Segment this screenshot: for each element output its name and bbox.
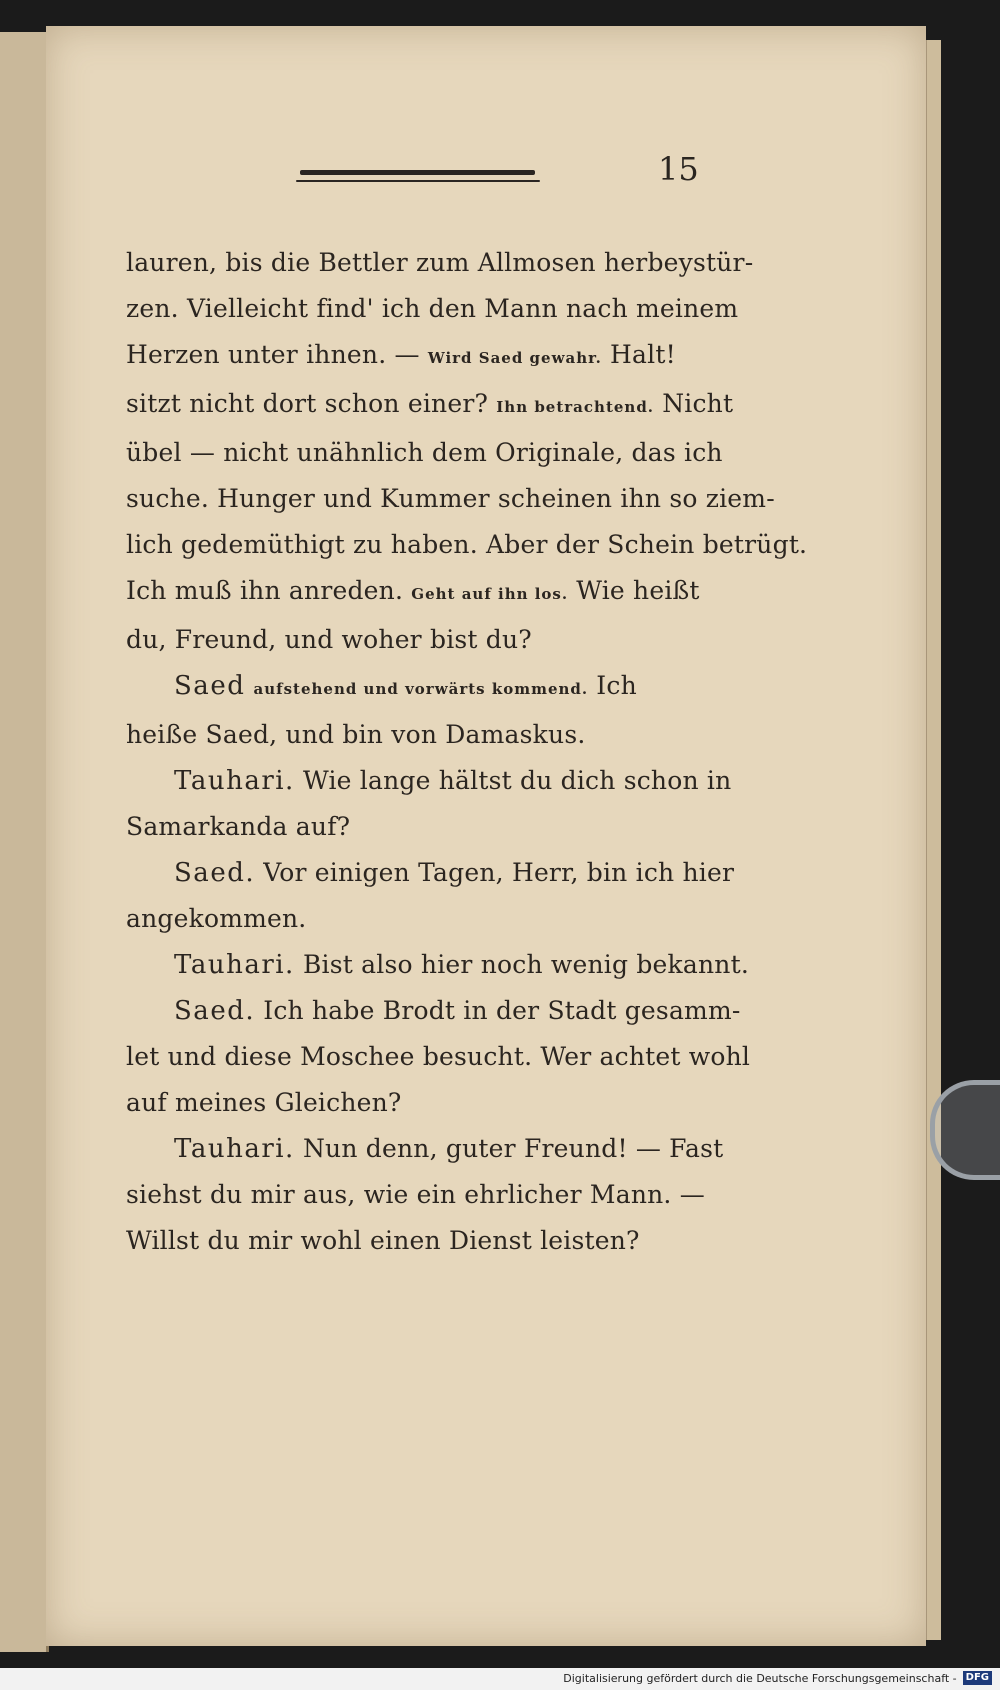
line-text: Samarkanda auf?: [126, 812, 351, 841]
line-text: Vor einigen Tagen, Herr, bin ich hier: [263, 858, 735, 887]
line-text: lauren, bis die Bettler zum Allmosen herbeystür-: [126, 248, 754, 277]
line-text-continued: Wie heißt: [576, 576, 700, 605]
text-line: [126, 332, 766, 381]
line-text-continued: Halt!: [610, 340, 676, 369]
text-line: [126, 1034, 766, 1080]
speaker-name: Saed.: [174, 858, 256, 888]
line-text: angekommen.: [126, 904, 307, 933]
line-text-continued: Ich: [596, 671, 637, 700]
line-text: Ich muß ihn anreden.: [126, 576, 404, 605]
line-text: sitzt nicht dort schon einer?: [126, 389, 489, 418]
line-text: auf meines Gleichen?: [126, 1088, 402, 1117]
text-line: [126, 381, 766, 430]
left-page-edge: [0, 32, 49, 1652]
header-rule: [300, 170, 535, 175]
right-page-edge: [926, 40, 941, 1640]
stage-direction: Ihn betrachtend.: [496, 398, 655, 416]
text-line: [126, 988, 766, 1034]
speaker-name: Tauhari.: [174, 950, 295, 980]
text-line: [126, 896, 766, 942]
line-text: lich gedemüthigt zu haben. Aber der Schein betrügt.: [126, 530, 808, 559]
text-line: [126, 663, 766, 712]
text-line: [126, 522, 808, 568]
stage-direction: Wird Saed gewahr.: [427, 349, 602, 367]
stage-direction: aufstehend und vorwärts kommend.: [253, 680, 589, 698]
text-line: [126, 1218, 766, 1264]
text-line: [126, 942, 766, 988]
text-line: [126, 430, 766, 476]
line-text: Wie lange hältst du dich schon in: [302, 766, 732, 795]
text-line: [126, 1080, 766, 1126]
text-line: [126, 1172, 766, 1218]
text-line: [126, 240, 766, 286]
line-text: Bist also hier noch wenig bekannt.: [302, 950, 749, 979]
header-rule-thin: [296, 180, 540, 182]
text-line: [126, 476, 775, 522]
line-text: heiße Saed, und bin von Damaskus.: [126, 720, 586, 749]
stage-direction: Geht auf ihn los.: [411, 585, 569, 603]
line-text: Herzen unter ihnen. —: [126, 340, 420, 369]
page-number: 15: [658, 150, 699, 188]
body-text: [126, 240, 808, 1264]
dfg-logo: DFG: [963, 1671, 992, 1685]
text-line: [126, 758, 766, 804]
text-line: [126, 286, 766, 332]
line-text: zen. Vielleicht find' ich den Mann nach meinem: [126, 294, 739, 323]
text-line: [126, 617, 766, 663]
text-line: [126, 1126, 766, 1172]
text-line: [126, 804, 766, 850]
line-text: suche. Hunger und Kummer scheinen ihn so ziem-: [126, 484, 775, 513]
line-text: übel — nicht unähnlich dem Originale, das ich: [126, 438, 723, 467]
line-text: let und diese Moschee besucht. Wer achtet wohl: [126, 1042, 751, 1071]
line-text: siehst du mir aus, wie ein ehrlicher Mann. —: [126, 1180, 705, 1209]
text-line: [126, 568, 766, 617]
footer-credit: Digitalisierung gefördert durch die Deutsche Forschungsgemeinschaft -: [563, 1672, 957, 1685]
speaker-name: Saed: [174, 671, 246, 701]
text-line: [126, 850, 766, 896]
line-text: Willst du mir wohl einen Dienst leisten?: [126, 1226, 640, 1255]
text-line: [126, 712, 766, 758]
speaker-name: Saed.: [174, 996, 256, 1026]
line-text: Ich habe Brodt in der Stadt gesamm-: [263, 996, 741, 1025]
line-text: du, Freund, und woher bist du?: [126, 625, 532, 654]
speaker-name: Tauhari.: [174, 766, 295, 796]
line-text: Nun denn, guter Freund! — Fast: [302, 1134, 724, 1163]
line-text-continued: Nicht: [662, 389, 734, 418]
speaker-name: Tauhari.: [174, 1134, 295, 1164]
footer-bar: [0, 1668, 1000, 1690]
paper-clip-icon: [930, 1080, 1000, 1180]
